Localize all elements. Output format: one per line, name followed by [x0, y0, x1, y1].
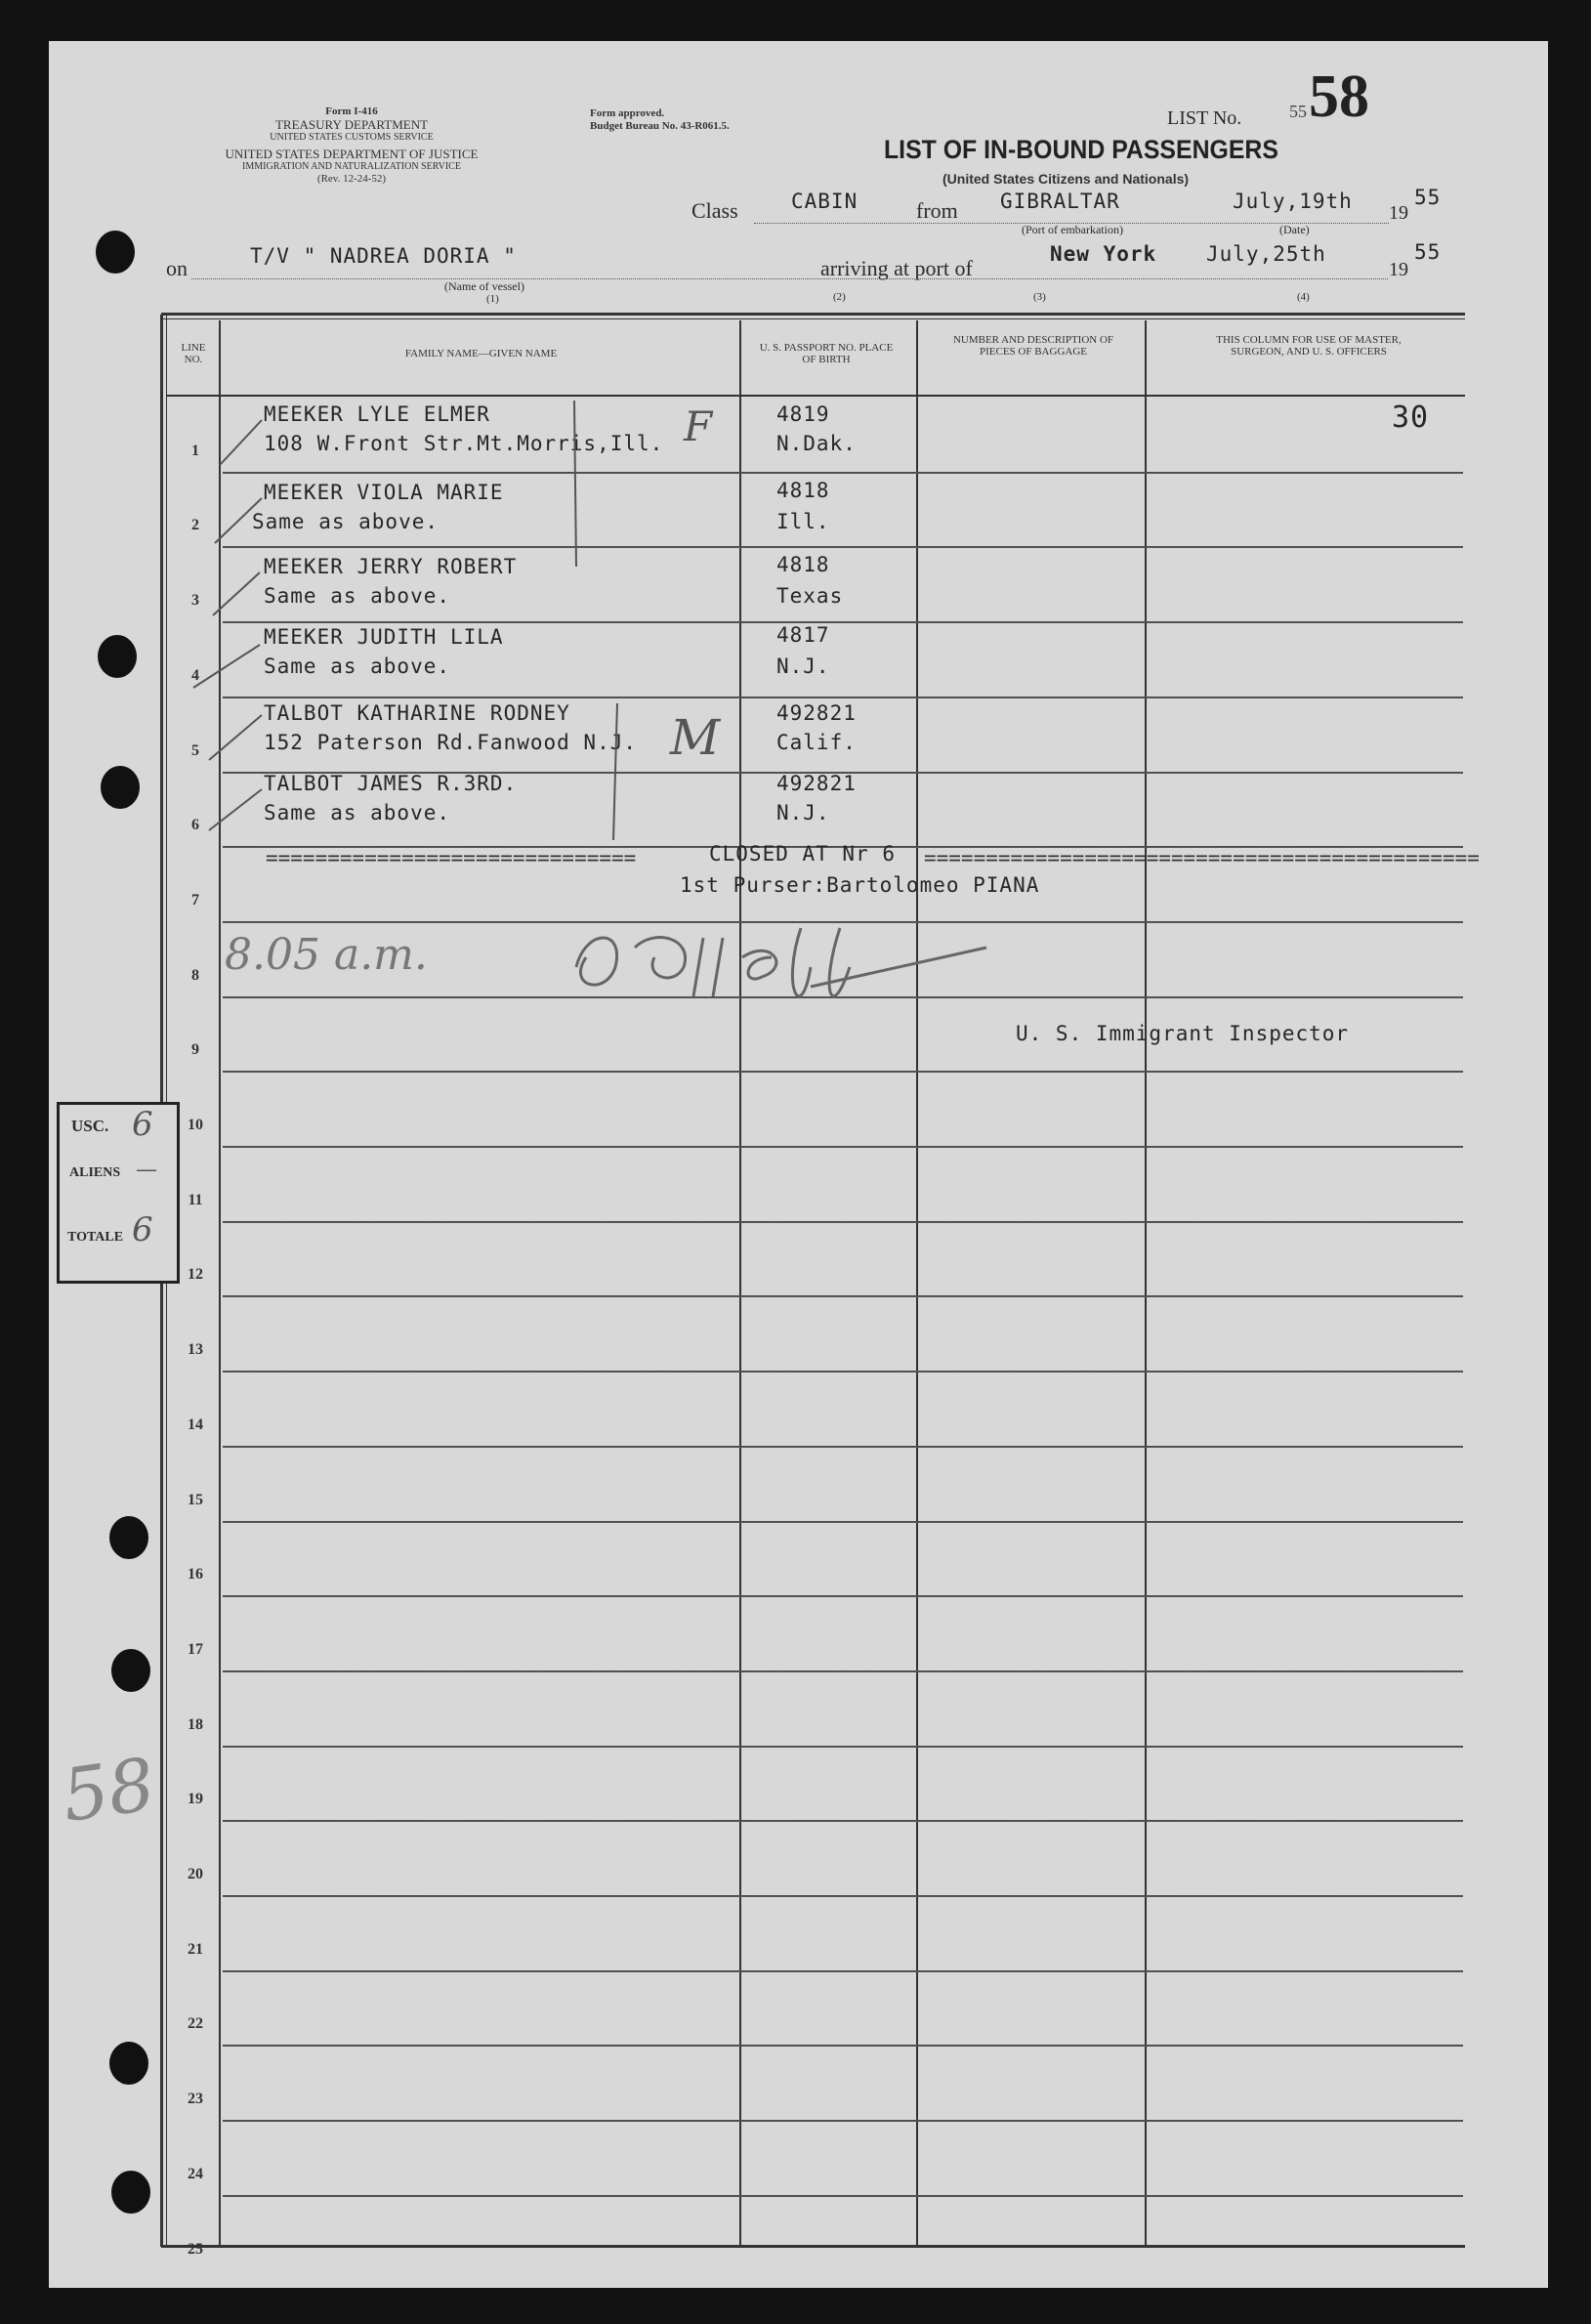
- row-rule: [223, 1295, 1463, 1297]
- passenger-name: MEEKER JUDITH LILA: [264, 625, 504, 649]
- row-rule: [223, 472, 1463, 474]
- passport-number: 492821: [776, 772, 857, 795]
- row-rule: [223, 2045, 1463, 2047]
- passenger-name: TALBOT KATHARINE RODNEY: [264, 701, 570, 725]
- line-number: 3: [191, 592, 199, 609]
- arrival-year-suffix: 55: [1414, 240, 1442, 264]
- line-number: 13: [188, 1341, 203, 1358]
- passenger-address: Same as above.: [264, 801, 451, 824]
- header-bottom-rule: [166, 395, 1465, 397]
- row-rule: [223, 546, 1463, 548]
- line-number: 23: [188, 2091, 203, 2107]
- line-number: 24: [188, 2166, 203, 2182]
- arrival-port: New York: [1050, 242, 1157, 266]
- vessel-line: [191, 278, 1388, 280]
- page-subtitle: (United States Citizens and Nationals): [942, 171, 1190, 187]
- line-number: 17: [188, 1641, 203, 1658]
- passport-number: 492821: [776, 701, 857, 725]
- total-label: TOTALE: [67, 1230, 124, 1245]
- punch-hole: [111, 2171, 150, 2214]
- port-embarkation: GIBRALTAR: [1000, 190, 1120, 213]
- col-header-officers: THIS COLUMN FOR USE OF MASTER, SURGEON, AND U. S. OFFICERS: [1216, 334, 1402, 358]
- line-number: 15: [188, 1492, 203, 1508]
- inspector-signature: [547, 908, 1035, 1045]
- passenger-name: TALBOT JAMES R.3RD.: [264, 772, 518, 795]
- place-of-birth: Ill.: [776, 510, 830, 533]
- line-number: 18: [188, 1716, 203, 1733]
- line-number: 7: [191, 892, 199, 908]
- tally-box: [57, 1102, 180, 1284]
- row-rule: [223, 1146, 1463, 1148]
- col-baggage-divider: [1145, 320, 1147, 2247]
- list-number-prefix: 55: [1289, 102, 1307, 121]
- form-number: Form I-416: [325, 106, 378, 117]
- justice-label: UNITED STATES DEPARTMENT OF JUSTICE: [225, 147, 479, 161]
- class-line: [754, 223, 1389, 225]
- row-rule: [223, 2120, 1463, 2122]
- place-of-birth: Texas: [776, 584, 844, 608]
- punch-hole: [98, 635, 137, 678]
- form-approved: [590, 107, 730, 133]
- passenger-address: Same as above.: [264, 584, 451, 608]
- punch-hole: [109, 1516, 148, 1559]
- passenger-name: MEEKER VIOLA MARIE: [264, 481, 504, 504]
- col-passport-divider: [916, 320, 918, 2247]
- treasury-label: TREASURY DEPARTMENT: [274, 117, 429, 132]
- usc-label: USC.: [71, 1117, 109, 1135]
- departure-year-prefix: 19: [1389, 202, 1408, 224]
- line-number: 2: [191, 517, 199, 533]
- line-number: 8: [191, 967, 199, 984]
- aliens-label: ALIENS: [69, 1165, 121, 1180]
- line-number: 20: [188, 1866, 203, 1882]
- place-of-birth: N.Dak.: [776, 432, 857, 455]
- budget-text: Budget Bureau No. 43-R061.5.: [590, 120, 730, 132]
- handwritten-f: F: [684, 402, 713, 450]
- line-number: 5: [191, 742, 199, 759]
- row-rule: [223, 1746, 1463, 1748]
- row-rule: [223, 1446, 1463, 1448]
- place-of-birth: N.J.: [776, 801, 830, 824]
- col-line-divider: [219, 320, 221, 2247]
- officer-note: 30: [1392, 401, 1430, 435]
- row-rule: [223, 1221, 1463, 1223]
- vessel-name: T/V " NADREA DORIA ": [250, 244, 517, 268]
- row-rule: [223, 1970, 1463, 1972]
- list-number-value: 58: [1309, 63, 1369, 130]
- passenger-address: 152 Paterson Rd.Fanwood N.J.: [264, 731, 638, 754]
- row-rule: [223, 2195, 1463, 2197]
- inspector-title: U. S. Immigrant Inspector: [1016, 1022, 1350, 1045]
- row-rule: [223, 1371, 1463, 1373]
- line-number: 9: [191, 1041, 199, 1058]
- col-header-line: LINE NO.: [181, 342, 206, 365]
- arrival-year-prefix: 19: [1389, 259, 1408, 280]
- passport-number: 4818: [776, 553, 830, 576]
- line-number: 16: [188, 1566, 203, 1583]
- arriving-label: arriving at port of: [820, 256, 973, 280]
- usc-value: 6: [132, 1105, 153, 1144]
- col-header-name: FAMILY NAME—GIVEN NAME: [404, 348, 558, 359]
- line-number: 22: [188, 2015, 203, 2032]
- passport-number: 4817: [776, 623, 830, 647]
- col-header-passport: U. S. PASSPORT NO. PLACE OF BIRTH: [759, 342, 894, 365]
- line-number: 1: [191, 443, 199, 459]
- row-rule: [223, 1521, 1463, 1523]
- passenger-address: Same as above.: [264, 655, 451, 678]
- line-number: 6: [191, 817, 199, 833]
- col-header-baggage: NUMBER AND DESCRIPTION OF PIECES OF BAGGAGE: [952, 334, 1114, 358]
- row-rule: [223, 621, 1463, 623]
- approved-text: Form approved.: [590, 107, 665, 119]
- table-bottom-rule: [161, 2245, 1465, 2248]
- handwritten-time: 8.05 a.m.: [225, 930, 428, 980]
- list-number-label: LIST No.: [1167, 107, 1242, 129]
- passenger-name: MEEKER JERRY ROBERT: [264, 555, 518, 578]
- line-number: 11: [188, 1192, 203, 1208]
- row-rule: [223, 1595, 1463, 1597]
- caption-2: (2): [833, 291, 846, 303]
- row-rule: [223, 1895, 1463, 1897]
- passenger-address: Same as above.: [252, 510, 440, 533]
- arrival-date: July,25th: [1206, 242, 1326, 266]
- punch-hole: [111, 1649, 150, 1692]
- class-label: Class: [691, 198, 738, 223]
- passport-number: 4818: [776, 479, 830, 502]
- closing-dashes-left: ==============================: [266, 846, 637, 869]
- port-embark-caption: (Port of embarkation): [1022, 223, 1123, 236]
- caption-1: (1): [486, 293, 499, 305]
- margin-number: 58: [57, 1742, 160, 1839]
- row-rule: [223, 697, 1463, 698]
- manifest-page: [49, 41, 1548, 2288]
- ins-label: IMMIGRATION AND NATURALIZATION SERVICE: [242, 161, 461, 172]
- passport-number: 4819: [776, 402, 830, 426]
- vessel-caption: (Name of vessel): [444, 279, 524, 293]
- caption-3: (3): [1033, 291, 1046, 303]
- on-label: on: [166, 256, 188, 280]
- closed-at: CLOSED AT Nr 6: [709, 842, 897, 866]
- punch-hole: [101, 766, 140, 809]
- line-number: 21: [188, 1941, 203, 1958]
- date-caption: (Date): [1279, 223, 1310, 236]
- line-number: 12: [188, 1266, 203, 1283]
- table-top-rule-2: [161, 318, 1465, 319]
- departure-year-suffix: 55: [1414, 186, 1442, 209]
- col-name-divider: [739, 320, 741, 2247]
- place-of-birth: Calif.: [776, 731, 857, 754]
- row-rule: [223, 1670, 1463, 1672]
- customs-label: UNITED STATES CUSTOMS SERVICE: [270, 132, 434, 143]
- page-title: LIST OF IN-BOUND PASSENGERS: [884, 135, 1278, 164]
- purser-line: 1st Purser:Bartolomeo PIANA: [680, 873, 1040, 897]
- rev-label: (Rev. 12-24-52): [316, 173, 387, 185]
- form-header-left: [166, 106, 537, 186]
- total-value: 6: [132, 1210, 153, 1249]
- aliens-value: —: [136, 1158, 157, 1182]
- from-label: from: [916, 198, 958, 223]
- class-value: CABIN: [791, 190, 858, 213]
- row-rule: [223, 1071, 1463, 1073]
- line-number: 25: [188, 2241, 203, 2258]
- table-top-rule: [161, 313, 1465, 316]
- punch-hole: [109, 2042, 148, 2085]
- place-of-birth: N.J.: [776, 655, 830, 678]
- handwritten-m: M: [670, 709, 721, 766]
- caption-4: (4): [1297, 291, 1310, 303]
- line-number: 10: [188, 1117, 203, 1133]
- row-rule: [223, 1820, 1463, 1822]
- closing-dashes-right: =============================================: [924, 846, 1480, 869]
- line-number: 14: [188, 1416, 203, 1433]
- punch-hole: [96, 231, 135, 274]
- line-number: 19: [188, 1791, 203, 1807]
- departure-date: July,19th: [1233, 190, 1353, 213]
- passenger-address: 108 W.Front Str.Mt.Morris,Ill.: [264, 432, 664, 455]
- line-number: 4: [191, 667, 199, 684]
- passenger-name: MEEKER LYLE ELMER: [264, 402, 490, 426]
